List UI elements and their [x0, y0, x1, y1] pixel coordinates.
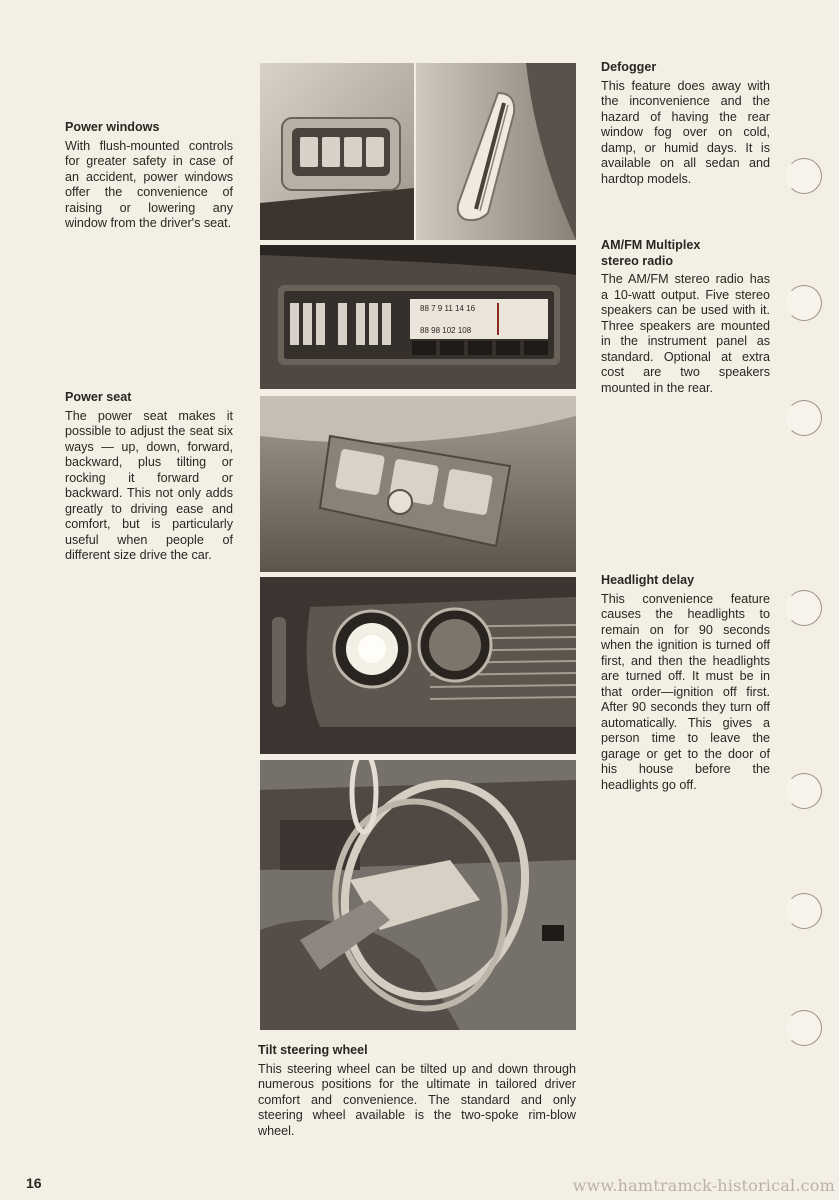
- stereo-radio-photo: [260, 245, 576, 389]
- tilt-wheel-title: Tilt steering wheel: [258, 1043, 368, 1057]
- power-seat-photo: [260, 396, 576, 572]
- power-seat-body: The power seat makes it possible to adjust the seat six ways — up, down, forward, backward, plus tilting or rocking it forward or backward. This not only adds greatly to driving ease and comfort, but is particularly useful when people of different size drive the car.: [65, 408, 233, 562]
- headlight-delay-title: Headlight delay: [601, 573, 695, 587]
- power-windows-section: [65, 120, 233, 232]
- radio-body: The AM/FM stereo radio has a 10-watt output. Five stereo speakers can be used with it. Three speakers are mounted in the instrument panel as standard. Optional at extra cost are two speakers mounted in the rear.: [601, 272, 770, 395]
- headlight-photo: [260, 577, 576, 754]
- power-seat-title: Power seat: [65, 390, 132, 404]
- tilt-steering-wheel-photo: [260, 760, 576, 1030]
- headlight-delay-body: This convenience feature causes the headlights to remain on for 90 seconds when the ignition is turned off first, and then the headlights are turned off. It must be in that order—ignition off first. After 90 seconds they turn off automatically. This gives a person time to leave the garage or get to the door of his house before the headlights go off.: [601, 591, 770, 792]
- headlight-image: [260, 577, 576, 754]
- power-window-switches-image: [260, 63, 414, 240]
- binder-hole-4: [786, 590, 822, 626]
- tilt-steering-wheel-image: [260, 760, 576, 1030]
- page-number: 16: [26, 1175, 42, 1191]
- power-windows-title: Power windows: [65, 120, 160, 134]
- defogger-image: [416, 63, 576, 240]
- binder-hole-5: [786, 773, 822, 809]
- fm-scale-label: 88 7 9 11 14 16: [420, 304, 476, 313]
- tilt-wheel-section: [258, 1043, 576, 1139]
- binder-hole-7: [786, 1010, 822, 1046]
- headlight-delay-section: [601, 573, 770, 793]
- binder-hole-6: [786, 893, 822, 929]
- stereo-radio-image: [260, 245, 576, 389]
- tilt-wheel-body: This steering wheel can be tilted up and down through numerous positions for the ultimate in tailored driver comfort and convenience. The standard and only steering wheel available is the two-spoke rim-blow wheel.: [258, 1061, 576, 1138]
- defogger-body: This feature does away with the inconvenience and the hazard of having the rear window fog over on cold, damp, or humid days. It is available on all sedan and hardtop models.: [601, 78, 770, 186]
- power-seat-section: [65, 390, 233, 564]
- defogger-photo: [416, 63, 576, 240]
- binder-hole-1: [786, 158, 822, 194]
- binder-hole-2: [786, 285, 822, 321]
- binder-hole-3: [786, 400, 822, 436]
- defogger-section: [601, 60, 770, 187]
- watermark: www.hamtramck-historical.com: [572, 1176, 835, 1195]
- power-seat-image: [260, 396, 576, 572]
- power-windows-body: With flush-mounted controls for greater safety in case of an accident, power windows offer the convenience of raising or lowering any window from the driver's seat.: [65, 138, 233, 230]
- power-window-switches-photo: [260, 63, 414, 240]
- radio-title: AM/FM Multiplex stereo radio: [601, 238, 701, 268]
- radio-section: [601, 238, 770, 396]
- am-scale-label: 88 98 102 108: [420, 326, 472, 335]
- defogger-title: Defogger: [601, 60, 657, 74]
